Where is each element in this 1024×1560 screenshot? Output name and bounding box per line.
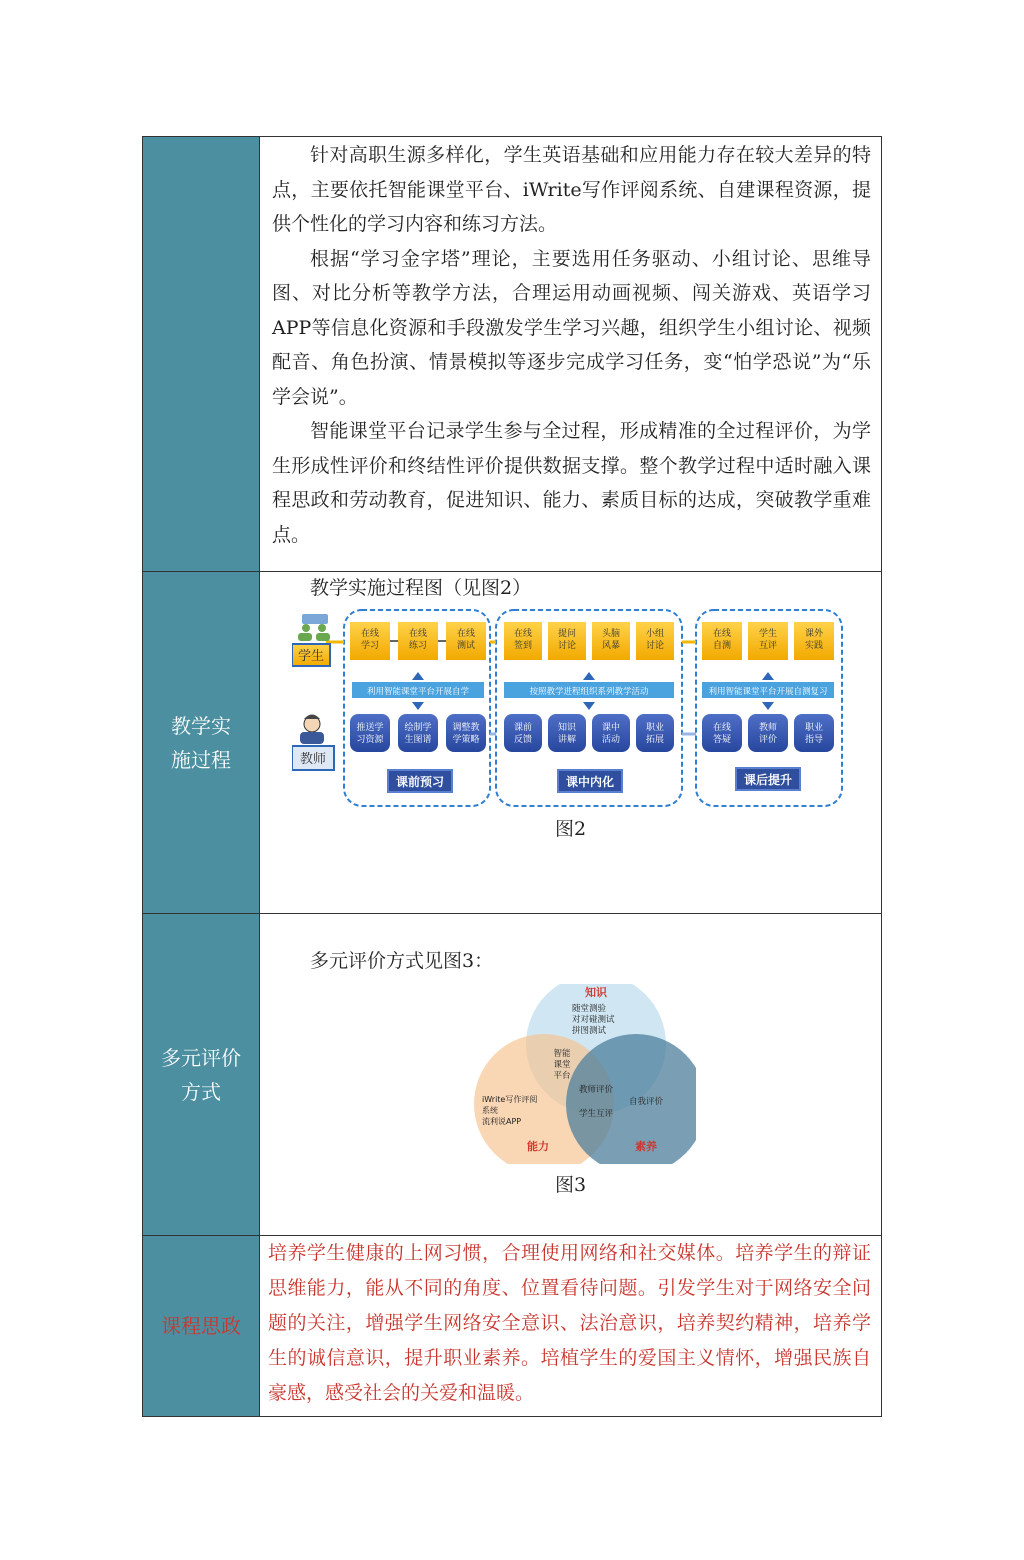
process-intro: 教学实施过程图（见图2） bbox=[310, 577, 532, 599]
svg-text:在线: 在线 bbox=[712, 629, 732, 639]
quality-item-1: 自我评价 bbox=[628, 1097, 664, 1107]
ideology-paragraph: 培养学生健康的上网习惯，合理使用网络和社交媒体。培养学生的辩证思维能力，能从不同的角度、位置看待问题。引发学生对于网络安全问题的关注，增强学生网络安全意识、法治意识，培养契约精神，培养学生的诚信意识，提升职业素养。培植学生的爱国主义情怀，增强民族自豪感，感受社会的关爱和温暖。 bbox=[268, 1242, 871, 1404]
phase-1-platform: 利用智能课堂平台开展自学 bbox=[366, 687, 470, 697]
student-icon bbox=[298, 614, 330, 641]
svg-text:在线: 在线 bbox=[712, 723, 732, 733]
svg-text:课前: 课前 bbox=[513, 723, 533, 733]
svg-text:自测: 自测 bbox=[712, 641, 732, 651]
methods-content bbox=[260, 137, 881, 571]
phase-2 bbox=[504, 622, 674, 792]
ability-title: 能力 bbox=[527, 1140, 549, 1153]
svg-text:教师: 教师 bbox=[758, 723, 778, 733]
center-label: 教师评价 bbox=[578, 1085, 614, 1095]
knowledge-item-2: 对对碰测试 bbox=[572, 1015, 615, 1025]
svg-text:风暴: 风暴 bbox=[601, 641, 621, 651]
row-process bbox=[143, 571, 881, 913]
process-content bbox=[260, 572, 881, 913]
svg-text:头脑: 头脑 bbox=[601, 629, 621, 639]
ability-item-2: 系统 bbox=[482, 1106, 498, 1115]
phase-2-name: 课中内化 bbox=[565, 775, 615, 789]
evaluation-content bbox=[260, 914, 881, 1235]
row-header-methods bbox=[143, 137, 260, 571]
svg-text:指导: 指导 bbox=[804, 735, 824, 745]
quality-title: 素养 bbox=[635, 1140, 657, 1153]
svg-text:课外: 课外 bbox=[804, 629, 824, 639]
figure-2-caption: 图2 bbox=[554, 818, 587, 840]
ideology-content bbox=[260, 1236, 881, 1416]
svg-text:生图谱: 生图谱 bbox=[404, 735, 432, 745]
row-ideology bbox=[143, 1235, 881, 1416]
center-top-3: 平台 bbox=[553, 1071, 571, 1081]
svg-text:职业: 职业 bbox=[804, 723, 824, 733]
svg-text:小组: 小组 bbox=[645, 629, 665, 639]
teacher-icon bbox=[300, 715, 324, 745]
phase-1-name: 课前预习 bbox=[395, 775, 445, 789]
svg-text:练习: 练习 bbox=[408, 641, 428, 651]
svg-text:在线: 在线 bbox=[360, 629, 380, 639]
svg-text:签到: 签到 bbox=[513, 641, 533, 651]
svg-text:讨论: 讨论 bbox=[645, 641, 665, 651]
svg-text:在线: 在线 bbox=[456, 629, 476, 639]
svg-text:职业: 职业 bbox=[645, 723, 665, 733]
row-methods bbox=[143, 137, 881, 571]
svg-text:讲解: 讲解 bbox=[557, 735, 577, 745]
svg-text:提问: 提问 bbox=[557, 629, 577, 639]
svg-text:互评: 互评 bbox=[758, 641, 778, 651]
knowledge-item-1: 随堂测验 bbox=[572, 1004, 607, 1014]
svg-text:在线: 在线 bbox=[513, 629, 533, 639]
phase-3 bbox=[702, 622, 834, 790]
center-bottom-label: 学生互评 bbox=[578, 1109, 614, 1119]
phase-2-platform: 按照教学进程组织系列教学活动 bbox=[529, 687, 649, 697]
svg-text:测试: 测试 bbox=[456, 641, 476, 651]
phase-3-name: 课后提升 bbox=[743, 773, 793, 787]
svg-text:答疑: 答疑 bbox=[712, 735, 732, 745]
figure-3-venn bbox=[456, 984, 696, 1164]
svg-text:评价: 评价 bbox=[758, 735, 778, 745]
figure-2-diagram bbox=[292, 606, 852, 812]
knowledge-item-3: 拼图测试 bbox=[572, 1026, 607, 1036]
svg-text:讨论: 讨论 bbox=[557, 641, 577, 651]
phase-1 bbox=[350, 622, 486, 792]
svg-text:课中: 课中 bbox=[601, 723, 621, 733]
knowledge-title: 知识 bbox=[585, 986, 607, 999]
center-top-1: 智能 bbox=[553, 1049, 571, 1059]
svg-text:拓展: 拓展 bbox=[645, 735, 665, 745]
svg-text:推送学: 推送学 bbox=[356, 723, 384, 733]
svg-text:学习: 学习 bbox=[360, 641, 380, 651]
svg-text:反馈: 反馈 bbox=[513, 735, 533, 745]
row-header-process: 教学实施过程 bbox=[143, 572, 260, 913]
svg-text:习资源: 习资源 bbox=[356, 735, 384, 745]
teacher-label: 教师 bbox=[299, 752, 327, 767]
student-label: 学生 bbox=[297, 649, 325, 664]
svg-text:学策略: 学策略 bbox=[452, 735, 480, 745]
phase-3-platform: 利用智能课堂平台开展自测复习 bbox=[708, 687, 828, 697]
ability-item-1: iWrite写作评阅 bbox=[482, 1095, 538, 1104]
paragraph-1: 针对高职生源多样化，学生英语基础和应用能力存在较大差异的特点，主要依托智能课堂平台、iWrite写作评阅系统、自建课程资源，提供个性化的学习内容和练习方法。 bbox=[272, 144, 871, 235]
row-evaluation bbox=[143, 913, 881, 1235]
svg-text:实践: 实践 bbox=[804, 641, 824, 651]
lesson-plan-table bbox=[142, 136, 882, 1417]
paragraph-2: 根据“学习金字塔”理论，主要选用任务驱动、小组讨论、思维导图、对比分析等教学方法，合理运用动画视频、闯关游戏、英语学习APP等信息化资源和手段激发学生学习兴趣，组织学生小组讨论、视频配音、角色扮演、情景模拟等逐步完成学习任务，变“怕学恐说”为“乐学会说”。 bbox=[272, 247, 871, 408]
row-header-ideology: 课程思政 bbox=[143, 1236, 260, 1416]
figure-3-caption: 图3 bbox=[554, 1174, 587, 1196]
svg-text:活动: 活动 bbox=[601, 735, 621, 745]
svg-text:知识: 知识 bbox=[557, 723, 577, 733]
center-top-2: 课堂 bbox=[553, 1060, 571, 1070]
paragraph-3: 智能课堂平台记录学生参与全过程，形成精准的全过程评价，为学生形成性评价和终结性评价提供数据支撑。整个教学过程中适时融入课程思政和劳动教育，促进知识、能力、素质目标的达成，突破教学重难点。 bbox=[272, 420, 871, 546]
svg-text:调整教: 调整教 bbox=[452, 723, 480, 733]
svg-text:绘制学: 绘制学 bbox=[404, 723, 432, 733]
evaluation-intro: 多元评价方式见图3： bbox=[310, 950, 494, 972]
svg-text:在线: 在线 bbox=[408, 629, 428, 639]
row-header-evaluation: 多元评价方式 bbox=[143, 914, 260, 1235]
ability-item-3: 流利说APP bbox=[482, 1117, 522, 1126]
svg-text:学生: 学生 bbox=[758, 629, 778, 639]
